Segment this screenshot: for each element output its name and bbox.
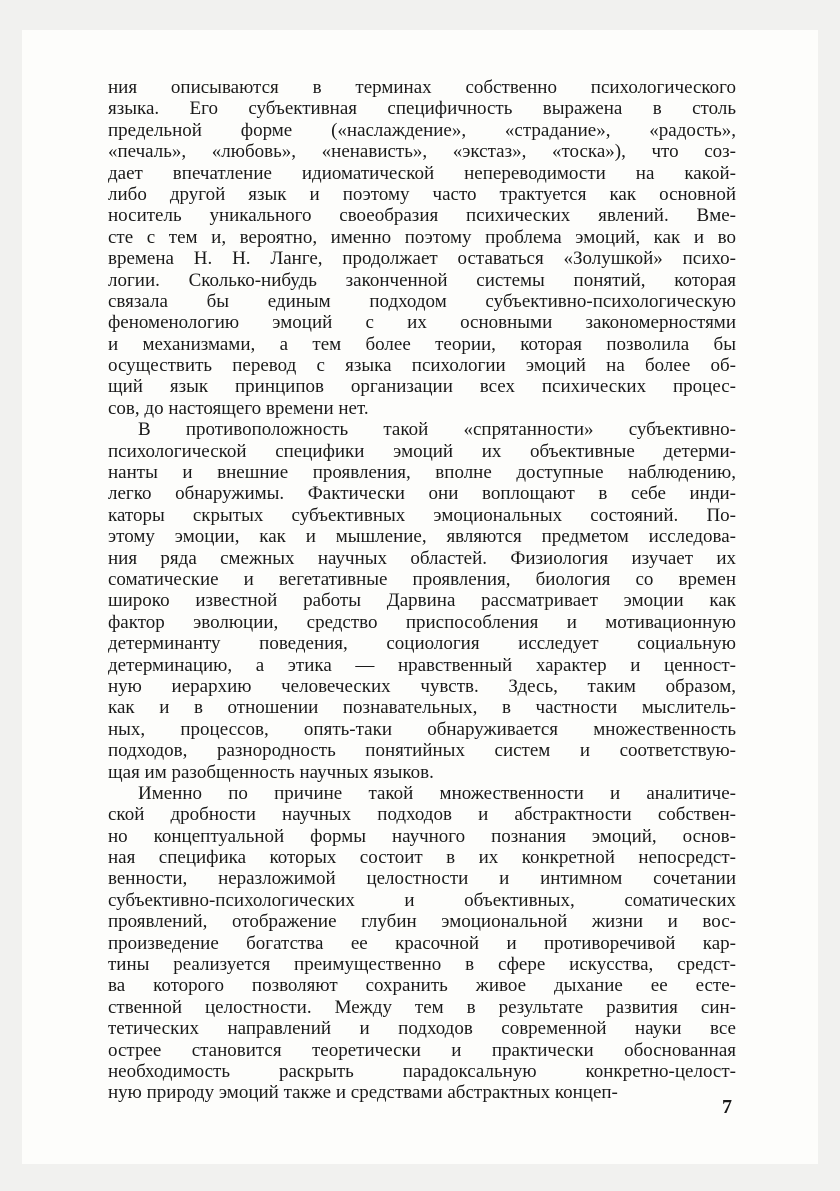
text-line: острее становится теоретически и практически обоснованная [108,1039,736,1061]
text-line: В противоположность такой «спрятанности» субъективно- [138,419,736,441]
text-line: нанты и внешние проявления, вполне доступные наблюдению, [108,462,736,484]
text-line: Именно по причине такой множественности и аналитиче- [138,782,736,804]
paragraph [108,419,736,783]
page-number: 7 [722,1096,732,1118]
text-line: легко обнаружимы. Фактически они воплощают в себе инди- [108,483,736,505]
text-line: субъективно-психологических и объективных, соматических [108,889,736,911]
text-line: ную природу эмоций также и средствами абстрактных концеп- [108,1082,618,1104]
text-line: щий язык принципов организации всех психических процес- [108,376,736,398]
text-line: каторы скрытых субъективных эмоциональных состояний. По- [108,504,736,526]
text-line: но концептуальной формы научного познания эмоций, основ- [108,825,736,847]
text-line: предельной форме («наслаждение», «страдание», «радость», [108,119,736,141]
text-line: детерминацию, а этика — нравственный характер и ценност- [108,654,736,676]
text-line: этому эмоции, как и мышление, являются предметом исследова- [108,526,736,548]
text-line: дает впечатление идиоматической непереводимости на какой- [108,162,736,184]
body-text [108,77,736,1104]
text-line: и механизмами, а тем более теории, которая позволила бы [108,333,736,355]
text-line: ской дробности научных подходов и абстрактности собствен- [108,804,736,826]
text-line: ва которого позволяют сохранить живое дыхание ее есте- [108,975,736,997]
text-line: логии. Сколько-нибудь законченной системы понятий, которая [108,269,736,291]
text-line: ственной целостности. Между тем в результате развития син- [108,996,736,1018]
text-line: ная специфика которых состоит в их конкретной непосредст- [108,847,736,869]
text-line: венности, неразложимой целостности и интимном сочетании [108,868,736,890]
text-line: детерминанту поведения, социология исследует социальную [108,633,736,655]
text-line: ную иерархию человеческих чувств. Здесь, таким образом, [108,675,736,697]
text-line: осуществить перевод с языка психологии эмоций на более об- [108,355,736,377]
text-line: носитель уникального своеобразия психических явлений. Вме- [108,205,736,227]
text-line: ных, процессов, опять-таки обнаруживается множественность [108,718,736,740]
text-line: связала бы единым подходом субъективно-психологическую [108,290,736,312]
text-line: проявлений, отображение глубин эмоциональной жизни и вос- [108,911,736,933]
text-line: языка. Его субъективная специфичность выражена в столь [108,98,736,120]
text-line: либо другой язык и поэтому часто трактуется как основной [108,183,736,205]
text-line: фактор эволюции, средство приспособления и мотивационную [108,611,736,633]
paragraph [108,783,736,1104]
text-line: сов, до настоящего времени нет. [108,397,369,419]
paragraph [108,77,736,419]
text-line: подходов, разнородность понятийных систем и соответствую- [108,740,736,762]
text-line: времена Н. Н. Ланге, продолжает оставаться «Золушкой» психо- [108,248,736,270]
text-line: феноменологию эмоций с их основными закономерностями [108,312,736,334]
text-line: «печаль», «любовь», «ненависть», «экстаз», «тоска»), что соз- [108,141,736,163]
text-line: сте с тем и, вероятно, именно поэтому проблема эмоций, как и во [108,226,736,248]
text-line: необходимость раскрыть парадоксальную конкретно-целост- [108,1060,736,1082]
text-line: соматические и вегетативные проявления, биология со времен [108,568,736,590]
text-line: ния описываются в терминах собственно психологического [108,77,736,98]
text-line: тины реализуется преимущественно в сфере искусства, средст- [108,954,736,976]
text-line: как и в отношении познавательных, в частности мыслитель- [108,697,736,719]
text-line: щая им разобщенность научных языков. [108,761,434,783]
text-line: широко известной работы Дарвина рассматривает эмоции как [108,590,736,612]
text-line: психологической специфики эмоций их объективные детерми- [108,440,736,462]
text-line: произведение богатства ее красочной и противоречивой кар- [108,932,736,954]
text-line: тетических направлений и подходов современной науки все [108,1018,736,1040]
text-line: ния ряда смежных научных областей. Физиология изучает их [108,547,736,569]
